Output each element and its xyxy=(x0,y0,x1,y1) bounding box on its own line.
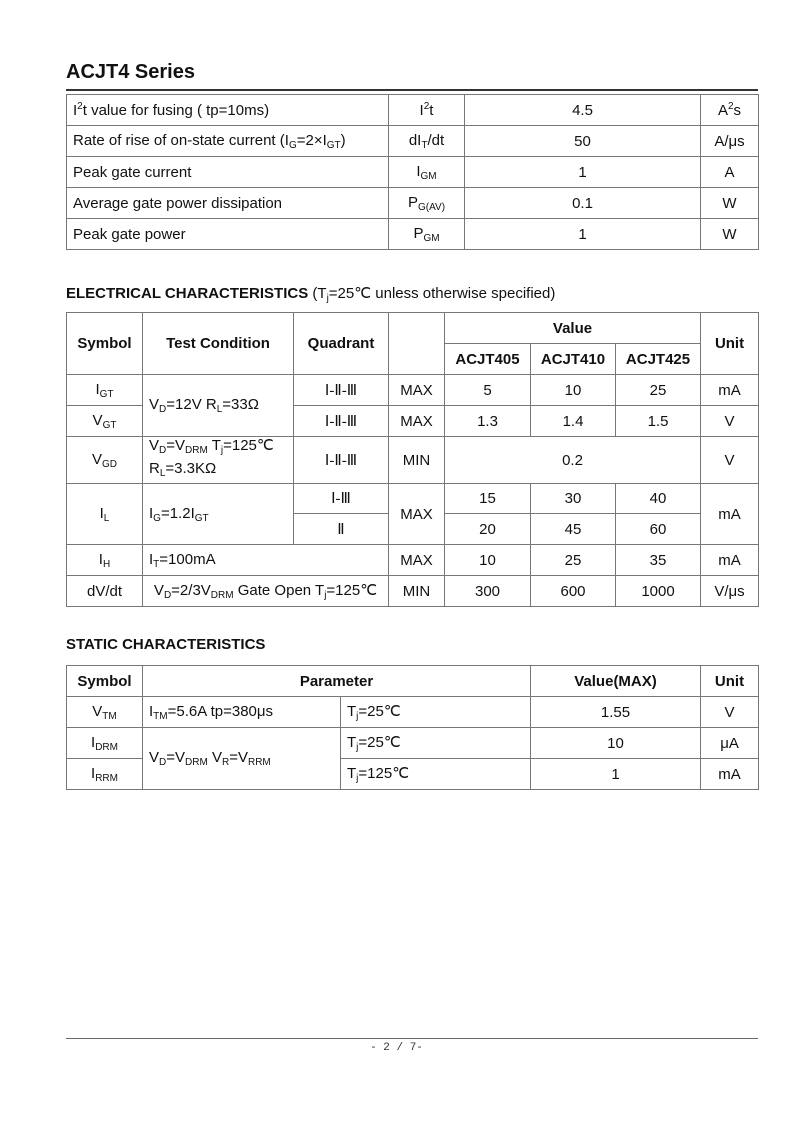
header-unit: Unit xyxy=(701,313,759,375)
value-cell: 30 xyxy=(531,484,616,514)
param-cell: $I^2t$ value for fusing ( tp=10ms) xyxy=(67,95,389,126)
value-cell: 1 xyxy=(465,219,701,250)
quadrant-cell: Ⅰ-Ⅱ-Ⅲ xyxy=(294,406,389,437)
value-cell: 1 xyxy=(531,759,701,790)
value-cell: 50 xyxy=(465,126,701,157)
table-row xyxy=(67,219,759,250)
ratings-table xyxy=(66,94,759,250)
symbol-cell: dV/dt xyxy=(67,576,143,607)
header-value: Value xyxy=(445,313,701,344)
param-cell: Rate of rise of on-state current $(I_G=2\times I_{GT})$ xyxy=(67,126,389,157)
parameter-cell: $V_D=V_{DRM}$ $V_R=V_{RRM}$ xyxy=(143,728,341,790)
unit-cell: V xyxy=(701,697,759,728)
condition-cell: $V_D=2/3V_{DRM}$ Gate Open $T_j=125℃$ xyxy=(143,576,389,607)
condition-cell: $I_T=100mA$ xyxy=(143,545,389,576)
table-row xyxy=(67,95,759,126)
value-cell: 15 xyxy=(445,484,531,514)
unit-cell: mA xyxy=(701,375,759,406)
unit-cell: $A^2s$ xyxy=(701,95,759,126)
quadrant-cell: Ⅱ xyxy=(294,514,389,545)
unit-cell: mA xyxy=(701,484,759,545)
value-cell: 5 xyxy=(445,375,531,406)
quadrant-cell: Ⅰ-Ⅱ-Ⅲ xyxy=(294,375,389,406)
table-row xyxy=(67,697,759,728)
value-cell: 1000 xyxy=(616,576,701,607)
table-row xyxy=(67,484,759,514)
header-part: ACJT410 xyxy=(531,344,616,375)
table-row xyxy=(67,375,759,406)
electrical-heading: ELECTRICAL CHARACTERISTICS ($T_j=25℃$ unless otherwise specified) xyxy=(66,285,556,304)
symbol-cell: $P_{G(AV)}$ xyxy=(389,188,465,219)
value-cell: 35 xyxy=(616,545,701,576)
limit-cell: MAX xyxy=(389,545,445,576)
unit-cell: A xyxy=(701,157,759,188)
value-cell: 1.5 xyxy=(616,406,701,437)
value-cell: 1 xyxy=(465,157,701,188)
header-test-condition: Test Condition xyxy=(143,313,294,375)
static-heading: STATIC CHARACTERISTICS xyxy=(66,636,266,653)
header-quadrant: Quadrant xyxy=(294,313,389,375)
header-unit: Unit xyxy=(701,666,759,697)
header-blank xyxy=(389,313,445,375)
value-cell: 60 xyxy=(616,514,701,545)
temperature-cell: $T_j=25℃$ xyxy=(341,697,531,728)
header-symbol: Symbol xyxy=(67,666,143,697)
value-cell: 1.3 xyxy=(445,406,531,437)
value-cell: 1.4 xyxy=(531,406,616,437)
symbol-cell: $V_{GD}$ xyxy=(67,437,143,484)
limit-cell: MIN xyxy=(389,437,445,484)
value-cell: 0.1 xyxy=(465,188,701,219)
unit-cell: V xyxy=(701,437,759,484)
quadrant-cell: Ⅰ-Ⅱ-Ⅲ xyxy=(294,437,389,484)
value-cell: 1.55 xyxy=(531,697,701,728)
symbol-cell: $I_{GT}$ xyxy=(67,375,143,406)
header-part: ACJT425 xyxy=(616,344,701,375)
quadrant-cell: Ⅰ-Ⅲ xyxy=(294,484,389,514)
unit-cell: V xyxy=(701,406,759,437)
unit-cell: μA xyxy=(701,728,759,759)
value-cell: 0.2 xyxy=(445,437,701,484)
value-cell: 45 xyxy=(531,514,616,545)
unit-cell: mA xyxy=(701,759,759,790)
symbol-cell: $I_{GM}$ xyxy=(389,157,465,188)
symbol-cell: $I_{RRM}$ xyxy=(67,759,143,790)
table-header-row xyxy=(67,666,759,697)
limit-cell: MAX xyxy=(389,484,445,545)
value-cell: 300 xyxy=(445,576,531,607)
unit-cell: A/μs xyxy=(701,126,759,157)
value-cell: 4.5 xyxy=(465,95,701,126)
limit-cell: MAX xyxy=(389,406,445,437)
value-cell: 600 xyxy=(531,576,616,607)
symbol-cell: $I_L$ xyxy=(67,484,143,545)
temperature-cell: $T_j=25℃$ xyxy=(341,728,531,759)
table-row xyxy=(67,188,759,219)
footer-divider xyxy=(66,1038,758,1039)
unit-cell: mA xyxy=(701,545,759,576)
unit-cell: W xyxy=(701,188,759,219)
condition-cell: $V_D=12V$ $R_L=33\Omega$ xyxy=(143,375,294,437)
header-part: ACJT405 xyxy=(445,344,531,375)
table-row xyxy=(67,576,759,607)
value-cell: 20 xyxy=(445,514,531,545)
value-cell: 10 xyxy=(531,375,616,406)
table-row xyxy=(67,126,759,157)
symbol-cell: $V_{GT}$ xyxy=(67,406,143,437)
symbol-cell: $dI_T/dt$ xyxy=(389,126,465,157)
value-cell: 10 xyxy=(531,728,701,759)
table-row xyxy=(67,437,759,484)
temperature-cell: $T_j=125℃$ xyxy=(341,759,531,790)
title-divider xyxy=(66,89,758,91)
table-row xyxy=(67,545,759,576)
condition-cell: $V_D=V_{DRM}$ $T_j=125℃$ $R_L=3.3K\Omega$ xyxy=(143,437,294,484)
page-title: ACJT4 Series xyxy=(66,61,195,83)
page-number: - 2 / 7- xyxy=(370,1042,423,1054)
table-header-row xyxy=(67,313,759,344)
value-cell: 10 xyxy=(445,545,531,576)
electrical-table xyxy=(66,312,759,607)
unit-cell: V/μs xyxy=(701,576,759,607)
symbol-cell: $V_{TM}$ xyxy=(67,697,143,728)
symbol-cell: $I_H$ xyxy=(67,545,143,576)
parameter-cell: $I_{TM}=5.6A$ tp=380μs xyxy=(143,697,341,728)
value-cell: 40 xyxy=(616,484,701,514)
limit-cell: MIN xyxy=(389,576,445,607)
param-cell: Average gate power dissipation xyxy=(67,188,389,219)
symbol-cell: $P_{GM}$ xyxy=(389,219,465,250)
limit-cell: MAX xyxy=(389,375,445,406)
param-cell: Peak gate current xyxy=(67,157,389,188)
value-cell: 25 xyxy=(531,545,616,576)
symbol-cell: $I^2t$ xyxy=(389,95,465,126)
unit-cell: W xyxy=(701,219,759,250)
table-row xyxy=(67,728,759,759)
header-parameter: Parameter xyxy=(143,666,531,697)
static-table xyxy=(66,665,759,790)
header-symbol: Symbol xyxy=(67,313,143,375)
symbol-cell: $I_{DRM}$ xyxy=(67,728,143,759)
value-cell: 25 xyxy=(616,375,701,406)
header-value: Value(MAX) xyxy=(531,666,701,697)
table-row xyxy=(67,157,759,188)
condition-cell: $I_G=1.2I_{GT}$ xyxy=(143,484,294,545)
param-cell: Peak gate power xyxy=(67,219,389,250)
